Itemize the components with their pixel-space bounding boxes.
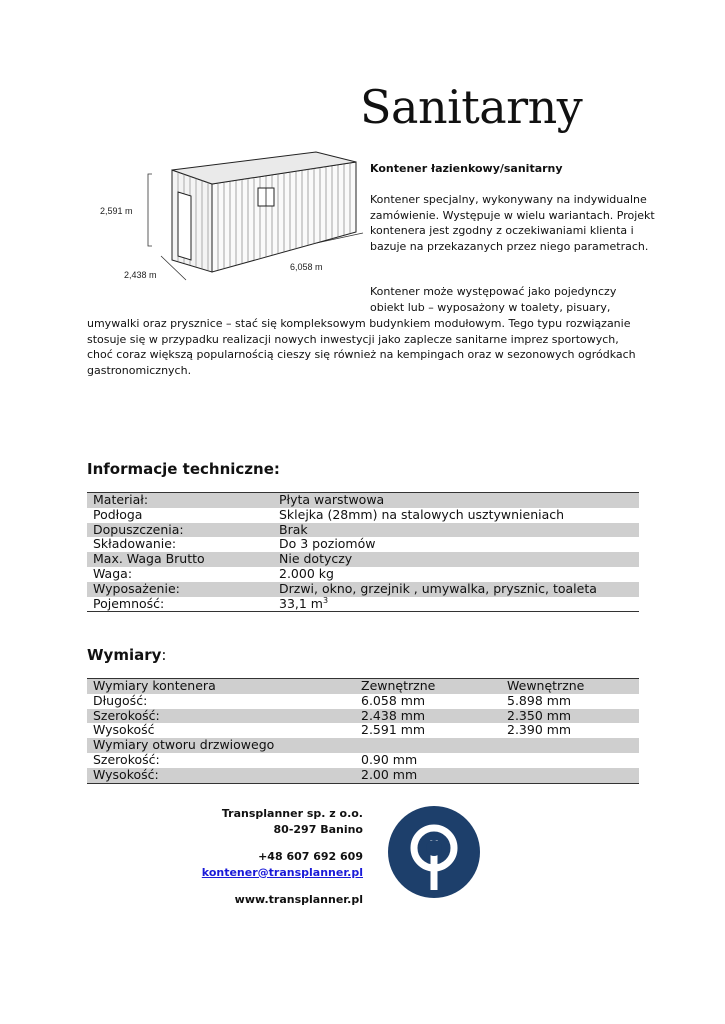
- company-name: Transplanner sp. z o.o.: [221, 807, 363, 820]
- table-row: Wysokość: 2.00 mm: [87, 768, 639, 783]
- company-logo-icon: [388, 806, 480, 898]
- usage-paragraph-start: Kontener może występować jako pojedynczy obiekt lub – wyposażony w toalety, pisuary,: [370, 285, 617, 314]
- dims-table: [87, 678, 639, 784]
- dims-heading: Wymiary:: [87, 646, 167, 664]
- table-row: Szerokość: 0.90 mm: [93, 751, 418, 767]
- table-row: Materiał: Płyta warstwowa: [87, 493, 639, 508]
- table-row: Max. Waga Brutto Nie dotyczy: [87, 552, 639, 567]
- page-title: Sanitarny: [360, 80, 583, 134]
- table-header-row: Wymiary kontenera Zewnętrzne Wewnętrzne: [87, 679, 639, 694]
- table-row: Szerokość: 2.438 mm 2.350 mm: [87, 709, 639, 724]
- table-row: Wyposażenie: Drzwi, okno, grzejnik , umywalka, prysznic, toaleta: [87, 582, 639, 597]
- tech-table: [87, 492, 639, 612]
- table-row: Podłoga Sklejka (28mm) na stalowych usztywnieniach: [93, 506, 565, 522]
- table-row: Wysokość 2.591 mm 2.390 mm: [93, 722, 572, 738]
- width-label: 2,438 m: [124, 270, 157, 280]
- height-label: 2,591 m: [100, 206, 133, 216]
- intro-paragraph: Kontener specjalny, wykonywany na indywidualne zamówienie. Występuje w wielu wariantach. Projekt kontenera jest zgodny z oczekiwaniami klienta i bazuje na przekazanych przez niego parametrach.: [370, 193, 655, 253]
- length-label: 6,058 m: [290, 262, 323, 272]
- table-row: Długość: 6.058 mm 5.898 mm: [93, 692, 572, 708]
- table-row: Waga: 2.000 kg: [93, 565, 334, 581]
- subtitle: Kontener łazienkowy/sanitarny: [370, 162, 563, 175]
- company-phone: +48 607 692 609: [258, 850, 363, 863]
- website-link[interactable]: www.transplanner.pl: [234, 893, 363, 906]
- email-link[interactable]: kontener@transplanner.pl: [201, 865, 363, 879]
- table-row: Składowanie: Do 3 poziomów: [93, 536, 376, 552]
- company-address: 80-297 Banino: [273, 822, 363, 836]
- container-diagram: [98, 148, 368, 288]
- tech-heading: Informacje techniczne:: [87, 460, 280, 478]
- table-row: Pojemność: 33,1 $m^3$: [93, 595, 329, 611]
- table-row: Dopuszczenia: Brak: [87, 523, 639, 538]
- table-header-row: Wymiary otworu drzwiowego: [87, 738, 639, 753]
- usage-paragraph-rest: umywalki oraz prysznice – stać się kompleksowym budynkiem modułowym. Tego typu rozwiązanie stosuje się w przypadku realizacji nowych inwestycji jako zaplecze sanitarne imprez sportowych, choć coraz większą popularnością cieszy się również na kempingach oraz w sezonowych ogródkach gastronomicznych.: [87, 317, 636, 377]
- company-contact: [180, 806, 363, 908]
